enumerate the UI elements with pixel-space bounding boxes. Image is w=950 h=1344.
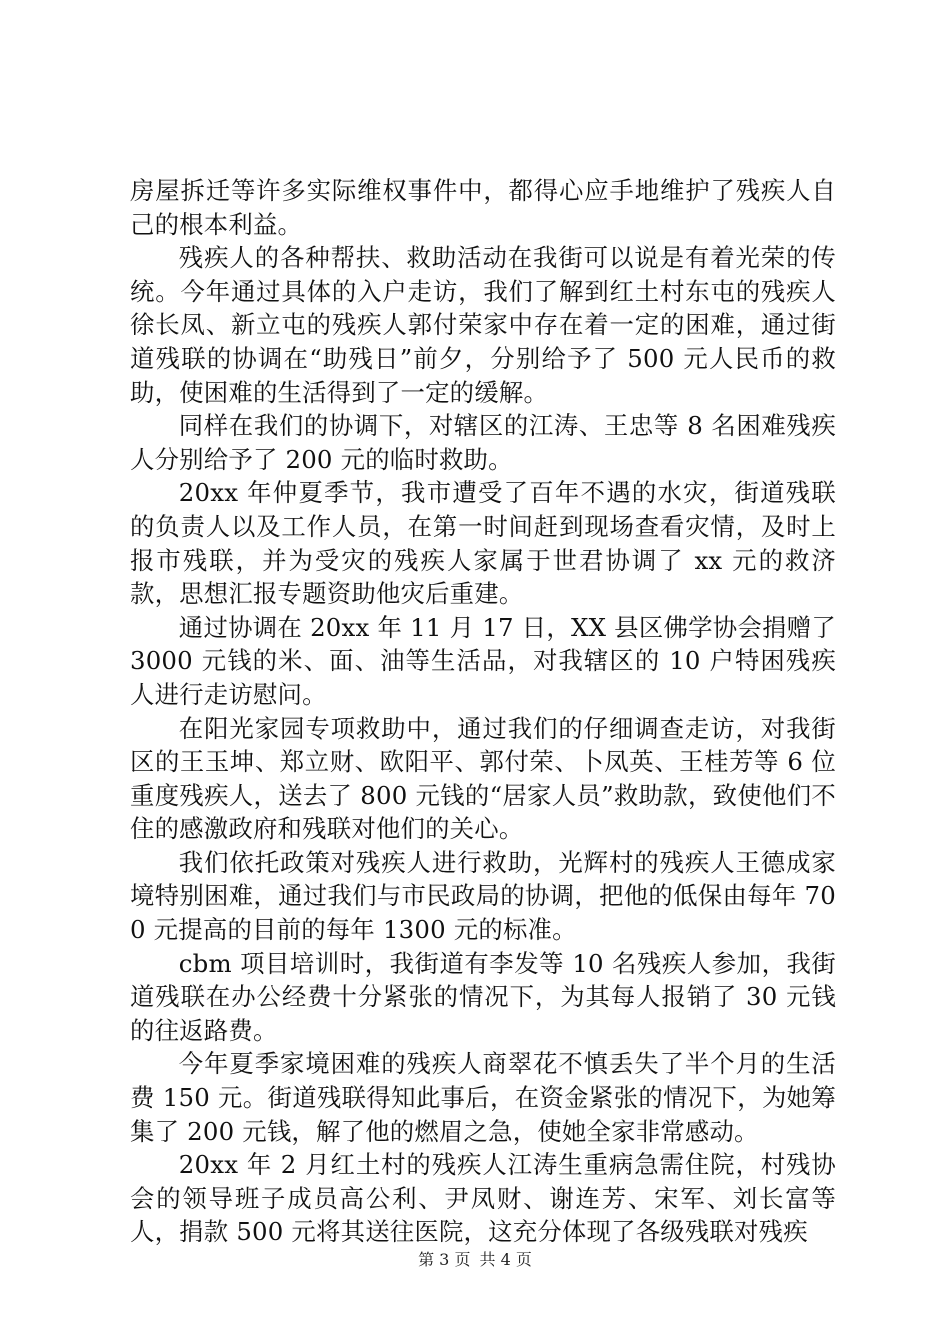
document-body: [130, 174, 836, 1249]
paragraph-3: 同样在我们的协调下，对辖区的江涛、王忠等 8 名困难残疾人分别给予了 200 元的临时救助。: [130, 411, 836, 474]
paragraph-4: 20xx 年仲夏季节，我市遭受了百年不遇的水灾，街道残联的负责人以及工作人员，在第一时间赶到现场查看灾情，及时上报市残联，并为受灾的残疾人家属于世君协调了 xx 元的救济款，思想汇报专题资助他灾后重建。: [130, 478, 836, 609]
page-footer: [0, 1250, 950, 1270]
paragraph-10: 20xx 年 2 月红土村的残疾人江涛生重病急需住院，村残协会的领导班子成员高公利、尹凤财、谢连芳、宋军、刘长富等人，捐款 500 元将其送往医院，这充分体现了各级残联对残疾: [130, 1150, 836, 1247]
page-total: 共 4 页: [479, 1250, 532, 1269]
paragraph-1: 房屋拆迁等许多实际维权事件中，都得心应手地维护了残疾人自己的根本利益。: [130, 176, 836, 239]
paragraph-8: cbm 项目培训时，我街道有李发等 10 名残疾人参加，我街道残联在办公经费十分紧张的情况下，为其每人报销了 30 元钱的往返路费。: [130, 948, 836, 1045]
paragraph-5: 通过协调在 20xx 年 11 月 17 日，XX 县区佛学协会捐赠了 3000 元钱的米、面、油等生活品，对我辖区的 10 户特困残疾人进行走访慰问。: [130, 612, 836, 709]
paragraph-7: 我们依托政策对残疾人进行救助，光辉村的残疾人王德成家境特别困难，通过我们与市民政局的协调，把他的低保由每年 700 元提高的目前的每年 1300 元的标准。: [130, 847, 836, 945]
page-number: 第 3 页: [418, 1250, 471, 1269]
paragraph-2: 残疾人的各种帮扶、救助活动在我街可以说是有着光荣的传统。今年通过具体的入户走访，我们了解到红土村东屯的残疾人徐长凤、新立屯的残疾人郭付荣家中存在着一定的困难，通过街道残联的协调在“助残日”前夕，分别给予了 500 元人民币的救助，使困难的生活得到了一定的缓解。: [130, 243, 836, 407]
paragraph-9: 今年夏季家境困难的残疾人商翠花不慎丢失了半个月的生活费 150 元。街道残联得知此事后，在资金紧张的情况下，为她筹集了 200 元钱，解了他的燃眉之急，使她全家非常感动。: [130, 1049, 836, 1146]
paragraph-6: 在阳光家园专项救助中，通过我们的仔细调查走访，对我街区的王玉坤、郑立财、欧阳平、郭付荣、卜凤英、王桂芳等 6 位重度残疾人，送去了 800 元钱的“居家人员”救助款，致使他们不住的感激政府和残联对他们的关心。: [130, 713, 836, 844]
